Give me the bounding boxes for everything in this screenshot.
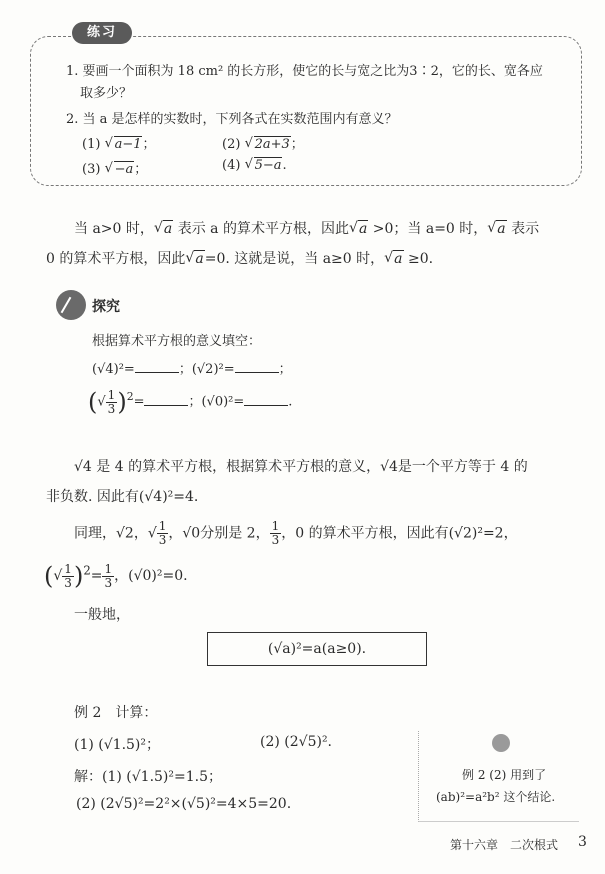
answer-blank[interactable]	[135, 360, 179, 373]
answer-blank[interactable]	[235, 360, 279, 373]
practice-item-1: (1) √ a−1；	[82, 133, 156, 152]
practice-item-4: (4) √ 5−a.	[222, 158, 287, 173]
example-part-1: (1) (√1.5)²；	[74, 737, 161, 753]
side-note-2: (ab)²=a²b² 这个结论.	[436, 790, 556, 804]
para1-line1: 当 a>0 时，√ a 表示 a 的算术平方根，因此√ a >0；当 a=0 时，√ a 表示	[74, 218, 539, 238]
explore-row-2: (√ $\frac{1}{3}$ )$^2$= ；(√0)²= .	[88, 387, 293, 416]
note-icon	[492, 734, 510, 752]
solution-2: (2) (2√5)²=2²×(√5)²=4×5=20.	[76, 796, 292, 812]
example-title: 例 2 计算：	[74, 705, 158, 721]
general-label: 一般地，	[74, 607, 130, 623]
practice-q1-cont: 取多少？	[80, 86, 133, 101]
para2-line2: 非负数. 因此有(√4)²=4.	[46, 489, 199, 505]
practice-q2: 2. 当 a 是怎样的实数时，下列各式在实数范围内有意义？	[66, 112, 398, 127]
para2-line3: 同理，√2，√ $\frac{1}{3}$ ，√0分别是 2， $\frac{1}{3}$ ，0 的算术平方根，因此有(√2)²=2，	[74, 519, 518, 547]
solution-1: 解：(1) (√1.5)²=1.5；	[74, 769, 222, 785]
fraction: $\frac{1}{3}$	[107, 387, 116, 416]
explore-icon	[56, 290, 86, 320]
fraction: $\frac{1}{3}$	[158, 519, 167, 547]
fraction: $\frac{1}{3}$	[104, 561, 113, 590]
side-note-1: 例 2 (2) 用到了	[462, 768, 547, 782]
para2-line1: √4 是 4 的算术平方根，根据算术平方根的意义，√4是一个平方等于 4 的	[74, 459, 528, 475]
para1-line2: 0 的算术平方根，因此√ a=0. 这就是说，当 a≥0 时，√ a ≥0.	[46, 248, 433, 268]
explore-intro: 根据算术平方根的意义填空：	[92, 334, 262, 349]
practice-item-2: (2) √ 2a+3；	[222, 133, 304, 152]
fraction: $\frac{1}{3}$	[64, 561, 72, 590]
fraction: $\frac{1}{3}$	[271, 519, 280, 547]
answer-blank[interactable]	[244, 393, 288, 406]
explore-title: 探究	[92, 299, 120, 315]
practice-item-3: (3) √ −a；	[82, 158, 147, 177]
para2-line4: (√ $\frac{1}{3}$ )$^2$= $\frac{1}{3}$ ，(√0)²=0.	[44, 561, 188, 590]
explore-row-1: (√4)²= ；(√2)²= ；	[92, 362, 292, 377]
formula-box: (√a)²=a(a≥0).	[207, 632, 427, 666]
chapter-label: 第十六章 二次根式	[450, 838, 559, 852]
practice-tag: 练习	[72, 22, 132, 44]
practice-q1: 1. 要画一个面积为 18 cm² 的长方形，使它的长与宽之比为3∶2，它的长、宽各应	[66, 64, 543, 79]
page-number: 3	[578, 834, 587, 850]
answer-blank[interactable]	[144, 393, 188, 406]
example-part-2: (2) (2√5)².	[260, 734, 333, 750]
